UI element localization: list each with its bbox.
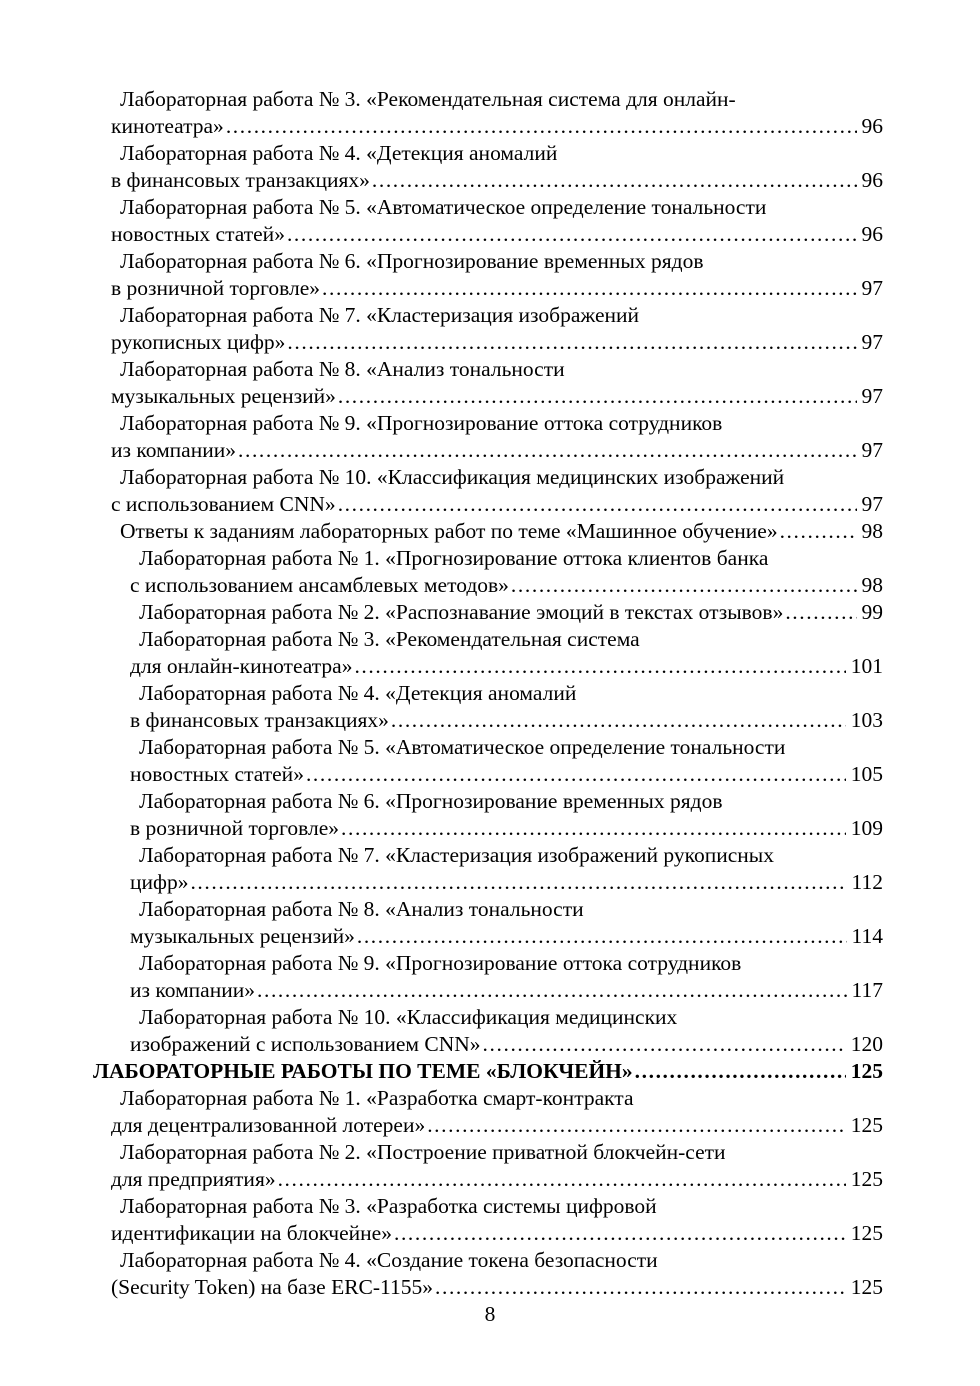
toc-entry xyxy=(93,1139,883,1193)
toc-entry-text: Лабораторная работа № 8. «Анализ тональности xyxy=(139,897,584,921)
footer-page-number: 8 xyxy=(484,1302,496,1326)
toc-entry-text: Лабораторная работа № 5. «Автоматическое определение тональности xyxy=(139,735,786,759)
toc-entry xyxy=(93,356,883,410)
toc-entry-text: с использованием CNN» xyxy=(111,492,336,516)
toc-entry-text: с использованием ансамблевых методов» xyxy=(130,573,509,597)
toc-entry-text: Лабораторная работа № 6. «Прогнозирование временных рядов xyxy=(139,789,723,813)
toc-entry xyxy=(93,140,883,194)
toc-page-number: 125 xyxy=(850,1167,883,1191)
toc-entry-text: Лабораторная работа № 2. «Построение приватной блокчейн-сети xyxy=(120,1140,726,1164)
toc-entry xyxy=(93,86,883,140)
toc-page-number: 112 xyxy=(851,870,883,894)
toc-entry-text: в финансовых транзакциях» xyxy=(111,168,370,192)
toc-entry-text: кинотеатра» xyxy=(111,114,224,138)
dot-leader xyxy=(435,1274,846,1301)
dot-leader xyxy=(287,221,857,248)
toc-page-number: 120 xyxy=(850,1032,883,1056)
dot-leader xyxy=(372,167,857,194)
toc-page-number: 98 xyxy=(861,519,883,543)
toc-page-number: 96 xyxy=(861,222,883,246)
toc-entry-text: Лабораторная работа № 8. «Анализ тональности xyxy=(120,357,565,381)
dot-leader xyxy=(338,491,857,518)
toc-entry-text: Лабораторная работа № 7. «Кластеризация изображений xyxy=(120,303,640,327)
toc-entry-text: идентификации на блокчейне» xyxy=(111,1221,392,1245)
toc-entry xyxy=(93,950,883,1004)
dot-leader xyxy=(341,815,846,842)
dot-leader xyxy=(278,1166,846,1193)
toc-entry xyxy=(93,464,883,518)
toc-page-number: 97 xyxy=(861,438,883,462)
toc-entry xyxy=(93,1193,883,1247)
toc-entry-text: для предприятия» xyxy=(111,1167,276,1191)
toc-entry xyxy=(93,896,883,950)
dot-leader xyxy=(357,923,847,950)
toc-page-number: 109 xyxy=(850,816,883,840)
toc-entry-text: Лабораторная работа № 1. «Прогнозирование оттока клиентов банка xyxy=(139,546,769,570)
toc-entry-text: Лабораторная работа № 10. «Классификация медицинских изображений xyxy=(120,465,785,489)
toc-entry xyxy=(93,842,883,896)
toc-entry-text: новостных статей» xyxy=(130,762,304,786)
toc-entry xyxy=(93,1004,883,1058)
toc-page-number: 114 xyxy=(851,924,883,948)
toc-page-number: 125 xyxy=(850,1275,883,1299)
dot-leader xyxy=(511,572,857,599)
dot-leader xyxy=(238,437,857,464)
toc-entry xyxy=(93,788,883,842)
toc-entry-text: рукописных цифр» xyxy=(111,330,286,354)
dot-leader xyxy=(391,707,846,734)
toc-entry-text: ЛАБОРАТОРНЫЕ РАБОТЫ ПО ТЕМЕ «БЛОКЧЕЙН» xyxy=(93,1059,633,1083)
toc-entry-text: музыкальных рецензий» xyxy=(130,924,355,948)
toc-entry-text: цифр» xyxy=(130,870,189,894)
toc-entry-text: Лабораторная работа № 7. «Кластеризация изображений рукописных xyxy=(139,843,774,867)
toc-entry-text: Лабораторная работа № 4. «Детекция аномалий xyxy=(120,141,558,165)
toc-entry xyxy=(93,545,883,599)
toc-entry xyxy=(93,410,883,464)
toc-entry xyxy=(93,1058,883,1085)
dot-leader xyxy=(785,599,856,626)
toc-entry xyxy=(93,626,883,680)
dot-leader xyxy=(354,653,845,680)
toc-entry-text: Ответы к заданиям лабораторных работ по теме «Машинное обучение» xyxy=(120,519,778,543)
toc-page-number: 101 xyxy=(850,654,883,678)
toc-entry-text: в финансовых транзакциях» xyxy=(130,708,389,732)
toc-entry-text: Лабораторная работа № 4. «Детекция аномалий xyxy=(139,681,577,705)
toc-page-number: 97 xyxy=(861,276,883,300)
toc-entry-text: Лабораторная работа № 5. «Автоматическое определение тональности xyxy=(120,195,767,219)
toc-entry xyxy=(93,194,883,248)
toc-entry-text: музыкальных рецензий» xyxy=(111,384,336,408)
toc-entry-text: в розничной торговле» xyxy=(111,276,321,300)
dot-leader xyxy=(394,1220,846,1247)
toc-page-number: 97 xyxy=(861,384,883,408)
toc-entry xyxy=(93,680,883,734)
toc-entry xyxy=(93,302,883,356)
dot-leader xyxy=(427,1112,846,1139)
toc-page-number: 96 xyxy=(861,114,883,138)
dot-leader xyxy=(287,329,856,356)
toc-page-number: 98 xyxy=(861,573,883,597)
toc-page-number: 99 xyxy=(861,600,883,624)
toc-entry-text: для онлайн-кинотеатра» xyxy=(130,654,353,678)
dot-leader xyxy=(635,1058,846,1085)
toc-page-number: 105 xyxy=(850,762,883,786)
dot-leader xyxy=(483,1031,846,1058)
toc-entry xyxy=(93,518,883,545)
toc-entry xyxy=(93,599,883,626)
dot-leader xyxy=(257,977,847,1004)
toc-page-number: 117 xyxy=(851,978,883,1002)
toc-entry-text: Лабораторная работа № 3. «Разработка системы цифровой xyxy=(120,1194,657,1218)
toc-entry-text: изображений с использованием CNN» xyxy=(130,1032,481,1056)
page-footer xyxy=(0,1301,980,1328)
toc-entry-text: (Security Token) на базе ERC-1155» xyxy=(111,1275,433,1299)
toc-entry xyxy=(93,734,883,788)
toc-page-number: 125 xyxy=(850,1113,883,1137)
toc-page-number: 97 xyxy=(861,492,883,516)
dot-leader xyxy=(190,869,846,896)
toc-entry-text: новостных статей» xyxy=(111,222,285,246)
toc-entry-text: из компании» xyxy=(130,978,255,1002)
toc-entry-text: Лабораторная работа № 4. «Создание токена безопасности xyxy=(120,1248,658,1272)
toc-entry-text: Лабораторная работа № 6. «Прогнозирование временных рядов xyxy=(120,249,704,273)
toc-entry-text: для децентрализованной лотереи» xyxy=(111,1113,426,1137)
toc-entry-text: из компании» xyxy=(111,438,236,462)
toc-list xyxy=(93,86,883,1301)
toc-entry xyxy=(93,1085,883,1139)
dot-leader xyxy=(322,275,856,302)
toc-entry-text: Лабораторная работа № 2. «Распознавание эмоций в текстах отзывов» xyxy=(139,600,784,624)
toc-entry-text: в розничной торговле» xyxy=(130,816,340,840)
toc-entry-text: Лабораторная работа № 1. «Разработка смарт-контракта xyxy=(120,1086,634,1110)
toc-page-number: 103 xyxy=(850,708,883,732)
toc-entry-text: Лабораторная работа № 9. «Прогнозирование оттока сотрудников xyxy=(120,411,723,435)
dot-leader xyxy=(338,383,857,410)
toc-page-number: 125 xyxy=(850,1059,883,1083)
toc-entry-text: Лабораторная работа № 3. «Рекомендательная система xyxy=(139,627,640,651)
toc-entry-text: Лабораторная работа № 3. «Рекомендательная система для онлайн- xyxy=(120,87,736,111)
dot-leader xyxy=(306,761,846,788)
toc-page-number: 125 xyxy=(850,1221,883,1245)
toc-page-number: 97 xyxy=(861,330,883,354)
toc-entry-text: Лабораторная работа № 9. «Прогнозирование оттока сотрудников xyxy=(139,951,742,975)
toc-entry xyxy=(93,248,883,302)
toc-page-number: 96 xyxy=(861,168,883,192)
toc-entry-text: Лабораторная работа № 10. «Классификация медицинских xyxy=(139,1005,678,1029)
dot-leader xyxy=(780,518,857,545)
toc-entry xyxy=(93,1247,883,1301)
dot-leader xyxy=(226,113,857,140)
